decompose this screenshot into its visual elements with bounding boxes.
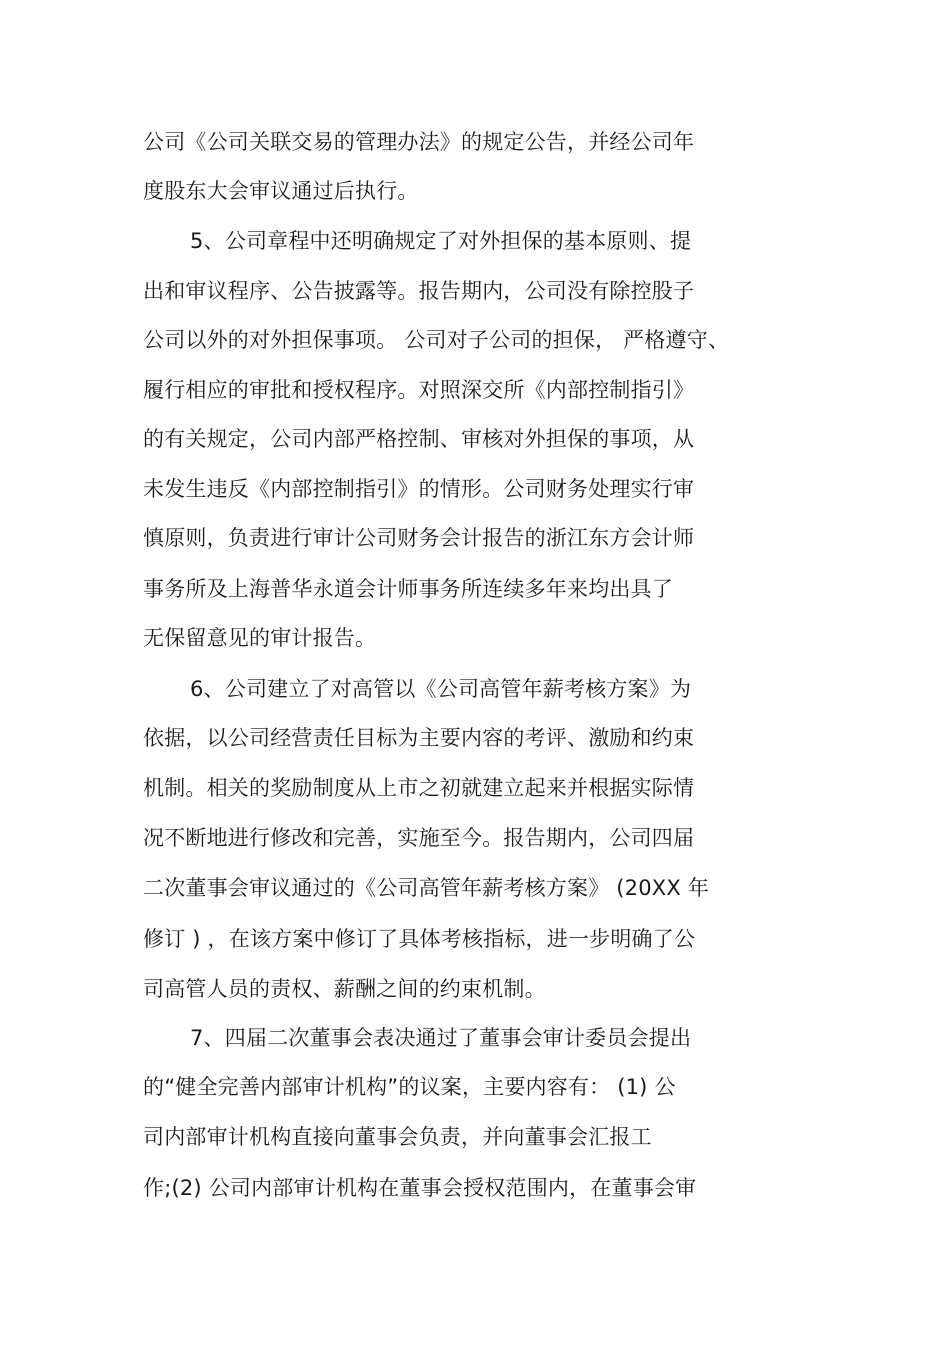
text-line: 事务所及上海普华永道会计师事务所连续多年来均出具了	[143, 577, 673, 601]
text-line: 慎原则，负责进行审计公司财务会计报告的浙江东方会计师	[143, 526, 695, 550]
text-line: 依据，以公司经营责任目标为主要内容的考评、激励和约束	[143, 726, 695, 750]
text-line: 公司《公司关联交易的管理办法》的规定公告，并经公司年	[143, 130, 695, 154]
text-line: 的“健全完善内部审计机构”的议案，主要内容有： (1) 公	[143, 1075, 676, 1099]
text-line: 机制。相关的奖励制度从上市之初就建立起来并根据实际情	[143, 776, 695, 800]
text-line: 履行相应的审批和授权程序。对照深交所《内部控制指引》	[143, 378, 695, 402]
text-line: 况不断地进行修改和完善，实施至今。报告期内，公司四届	[143, 826, 695, 850]
text-line: 司高管人员的责权、薪酬之间的约束机制。	[143, 977, 546, 1001]
paragraph-start-line: 7、四届二次董事会表决通过了董事会审计委员会提出	[190, 1026, 692, 1050]
paragraph-start-line: 5、公司章程中还明确规定了对外担保的基本原则、提	[190, 229, 692, 253]
text-line: 的有关规定，公司内部严格控制、审核对外担保的事项，从	[143, 427, 695, 451]
text-line: 二次董事会审议通过的《公司高管年薪考核方案》 (20XX 年	[143, 876, 710, 900]
text-line: 未发生违反《内部控制指引》的情形。公司财务处理实行审	[143, 477, 695, 501]
text-line: 作;(2) 公司内部审计机构在董事会授权范围内，在董事会审	[143, 1176, 697, 1200]
text-line: 修订 ) ，在该方案中修订了具体考核指标，进一步明确了公	[143, 927, 696, 951]
text-line: 司内部审计机构直接向董事会负责，并向董事会汇报工	[143, 1125, 652, 1149]
text-line: 公司以外的对外担保事项。 公司对子公司的担保， 严格遵守、	[143, 328, 730, 352]
text-line: 度股东大会审议通过后执行。	[143, 179, 419, 203]
text-line: 出和审议程序、公告披露等。报告期内，公司没有除控股子	[143, 279, 695, 303]
paragraph-start-line: 6、公司建立了对高管以《公司高管年薪考核方案》为	[190, 677, 692, 701]
text-line: 无保留意见的审计报告。	[143, 626, 377, 650]
